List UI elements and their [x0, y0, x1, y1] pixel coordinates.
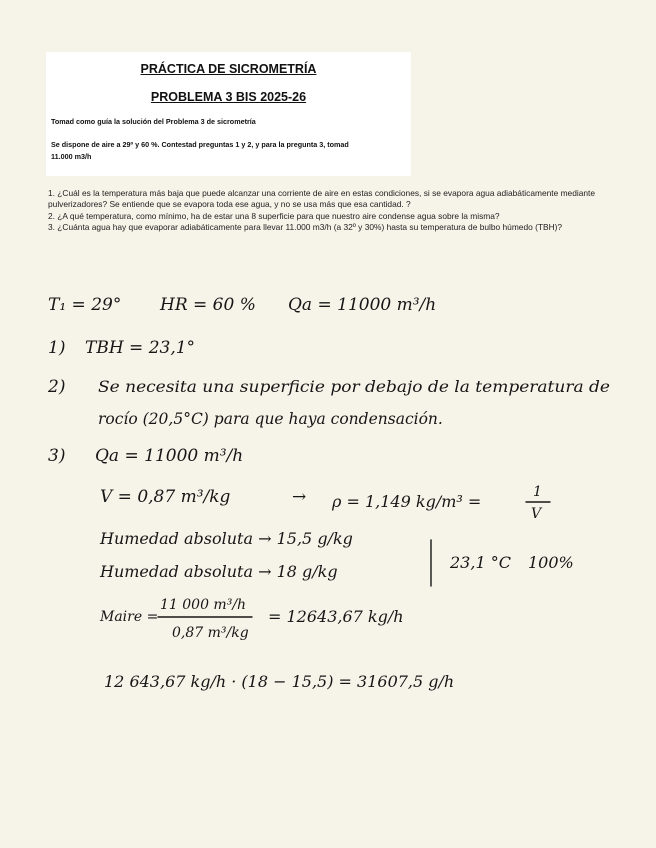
document-subtitle: PROBLEMA 3 BIS 2025-26: [150, 90, 307, 104]
air-mass-result: = 12643,67 kg/h: [268, 607, 404, 626]
document-title: PRÁCTICA DE SICROMETRÍA: [140, 62, 317, 76]
wet-bulb-temperature: 23,1 °C: [450, 553, 511, 572]
statement-line: Se dispone de aire a 29º y 60 %. Contestad preguntas 1 y 2, y para la pregunta 3, tomad: [51, 140, 349, 149]
answer-3-label: 3): [48, 446, 66, 466]
answer-2-line-1: Se necesita una superficie por debajo de la temperatura de: [98, 378, 610, 396]
question-1: 1. ¿Cuál es la temperatura más baja que puede alcanzar una corriente de aire en estas condiciones, si se evapora agua adiabáticamente mediante pulverizadores? Se entiende que se evapora toda ese agua, y no se usa más que esa cantidad. ?: [48, 188, 596, 210]
given-temperature: T₁ = 29°: [48, 295, 122, 315]
guide-note: Tomad como guía la solución del Problema 3 de sicrometría: [51, 117, 256, 126]
water-evaporated-calc: 12 643,67 kg/h · (18 − 15,5) = 31607,5 g/h: [104, 672, 455, 691]
given-flow: Qa = 11000 m³/h: [288, 295, 437, 315]
density: ρ = 1,149 kg/m³ =: [332, 492, 482, 511]
question-3: 3. ¿Cuánta agua hay que evaporar adiabáticamente para llevar 11.000 m3/h (a 32º y 30%) hasta su temperatura de bulbo húmedo (TBH)?: [48, 222, 563, 233]
statement-line: 11.000 m3/h: [51, 152, 92, 161]
answer-1-label: 1): [48, 338, 66, 358]
answer-2-line-2: rocío (20,5°C) para que haya condensación.: [98, 410, 443, 428]
given-humidity: HR = 60 %: [160, 295, 256, 315]
specific-volume: V = 0,87 m³/kg: [100, 487, 231, 507]
fraction-denominator: V: [531, 506, 542, 522]
fraction-numerator: 1: [533, 484, 542, 500]
question-2: 2. ¿A qué temperatura, como mínimo, ha de estar una 8 superficie para que nuestro aire condense agua sobre la misma?: [48, 210, 500, 221]
arrow-icon: →: [292, 487, 307, 507]
absolute-humidity-initial: Humedad absoluta → 15,5 g/kg: [100, 529, 353, 548]
saturation-percent: 100%: [528, 553, 574, 572]
air-mass-denominator: 0,87 m³/kg: [172, 625, 249, 641]
answer-1: TBH = 23,1°: [85, 338, 196, 358]
absolute-humidity-final: Humedad absoluta → 18 g/kg: [100, 562, 338, 581]
answer-3-flow: Qa = 11000 m³/h: [95, 446, 244, 466]
answer-2-label: 2): [48, 377, 66, 397]
air-mass-label: Maire =: [100, 609, 159, 625]
air-mass-numerator: 11 000 m³/h: [160, 597, 247, 613]
